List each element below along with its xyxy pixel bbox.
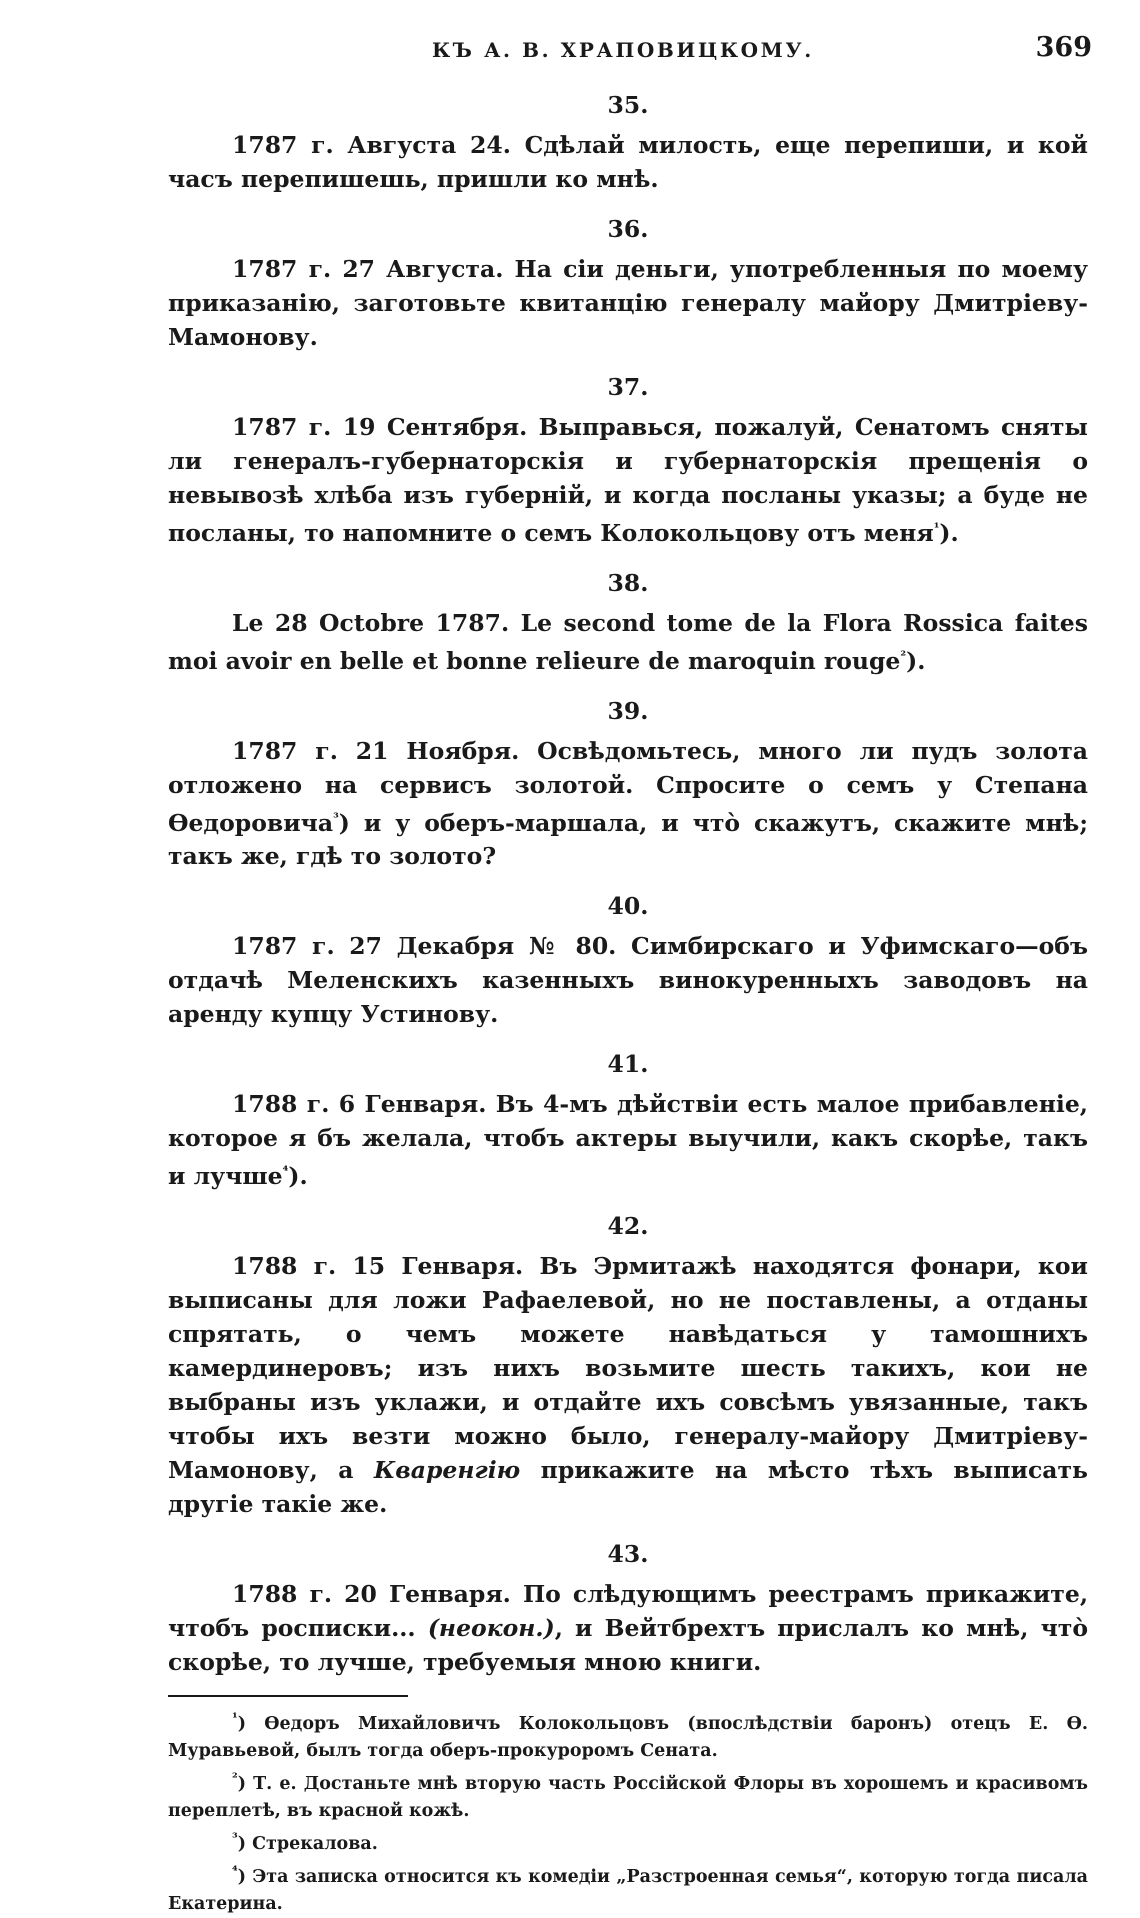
entry — [168, 212, 1088, 354]
page-header — [0, 32, 1140, 72]
footnote: $^{^3}$) Стрекалова. — [232, 1830, 378, 1854]
entry — [168, 566, 1088, 678]
entry-number: 41. — [607, 1050, 649, 1079]
entry — [168, 1209, 1088, 1521]
entry-text: 1787 г. 27 Августа. На сіи деньги, употребленныя по моему приказанію, заготовьте квитанцію генералу майору Дмитріеву-Мамонову. — [168, 255, 1088, 351]
entry-text: 1787 г. 19 Сентября. Выправься, пожалуй, Сенатомъ сняты ли генералъ-губернаторскія и губернаторскія прещенія о невывозѣ хлѣба изъ губерній, и когда посланы указы; а буде не посланы, то напомните о семъ Колокольцову отъ меня$^{^1}$). — [168, 413, 1088, 547]
entry-text: Le 28 Octobre 1787. Le second tome de la Flora Rossica faites moi avoir en belle et bonne relieure de maroquin rouge$^{^2}$). — [168, 608, 1088, 675]
entry-text: 1787 г. 27 Декабря № 80. Симбирскаго и Уфимскаго—объ отдачѣ Меленскихъ казенныхъ винокуренныхъ заводовъ на аренду купцу Устинову. — [168, 932, 1088, 1029]
footnote-mark: ² — [900, 648, 907, 664]
entry-number: 40. — [607, 892, 649, 921]
footnote: $^{^2}$) Т. е. Достаньте мнѣ вторую часть Россійской Флоры въ хорошемъ и красивомъ переплетѣ, въ красной кожѣ. — [168, 1771, 1088, 1821]
entry-number: 36. — [607, 215, 649, 243]
entry-text: 1787 г. 21 Ноября. Освѣдомьтесь, много ли пудъ золота отложено на сервисъ золотой. Спросите о семъ у Степана Ѳедоровича$^{^3}$) и у оберъ-маршала, и что̀ скажутъ, скажите мнѣ; такъ же, гдѣ то золото? — [168, 736, 1088, 871]
entry-number: 39. — [607, 696, 649, 725]
entry-number: 37. — [607, 373, 649, 401]
entry — [168, 370, 1088, 550]
page-body — [168, 84, 1088, 1918]
entry-number: 43. — [607, 1540, 649, 1569]
entry — [168, 88, 1088, 196]
footnote-mark: ¹ — [933, 521, 940, 536]
entry — [168, 889, 1088, 1031]
entry-number: 42. — [607, 1212, 649, 1241]
entry — [168, 694, 1088, 874]
entry-number: 35. — [607, 91, 649, 119]
footnote-mark: ³ — [333, 810, 339, 826]
entry-text: 1788 г. 20 Генваря. По слѣдующимъ реестрамъ прикажите, чтобъ росписки... (неокон.), и Вейтбрехтъ прислалъ ко мнѣ, что̀ скорѣе, то лучше, требуемыя мною книги. — [168, 1580, 1089, 1677]
running-title: КЪ А. В. ХРАПОВИЦКОМУ. — [432, 38, 814, 62]
entry-text: 1787 г. Августа 24. Сдѣлай милость, еще перепиши, и кой часъ перепишешь, пришли ко мнѣ. — [168, 131, 1088, 193]
entry-text: 1788 г. 6 Генваря. Въ 4-мъ дѣйствіи есть малое прибавленіе, которое я бъ желала, чтобъ актеры выучили, какъ скорѣе, такъ и лучше$^{^4}$). — [168, 1090, 1088, 1191]
entry — [168, 1537, 1088, 1679]
entry-number: 38. — [607, 568, 649, 597]
footnote-divider — [168, 1695, 408, 1697]
footnote: $^{^1}$) Ѳедоръ Михайловичъ Колокольцовъ (впослѣдствіи баронъ) отецъ Е. Ѳ. Муравьевой, былъ тогда оберъ-прокуроромъ Сената. — [168, 1711, 1088, 1762]
entry-text: 1788 г. 15 Генваря. Въ Эрмитажѣ находятся фонари, кои выписаны для ложи Рафаелевой, но не поставлены, а отданы спрятать, о чемъ можете навѣдаться у тамошнихъ камердинеровъ; изъ нихъ возьмите шесть такихъ, кои не выбраны изъ уклажи, и отдайте ихъ совсѣмъ увязанные, такъ чтобы ихъ везти можно было, генералу-майору Дмитріеву-Мамонову, а Кваренгію прикажите на мѣсто тѣхъ выписать другіе такіе же. — [168, 1252, 1088, 1519]
page-number: 369 — [1035, 32, 1092, 63]
footnote-mark: ⁴ — [282, 1164, 289, 1180]
footnote: $^{^4}$) Эта записка относится къ комедіи „Разстроенная семья“, которую тогда писала Екатерина. — [168, 1863, 1088, 1914]
entry — [168, 1047, 1088, 1193]
